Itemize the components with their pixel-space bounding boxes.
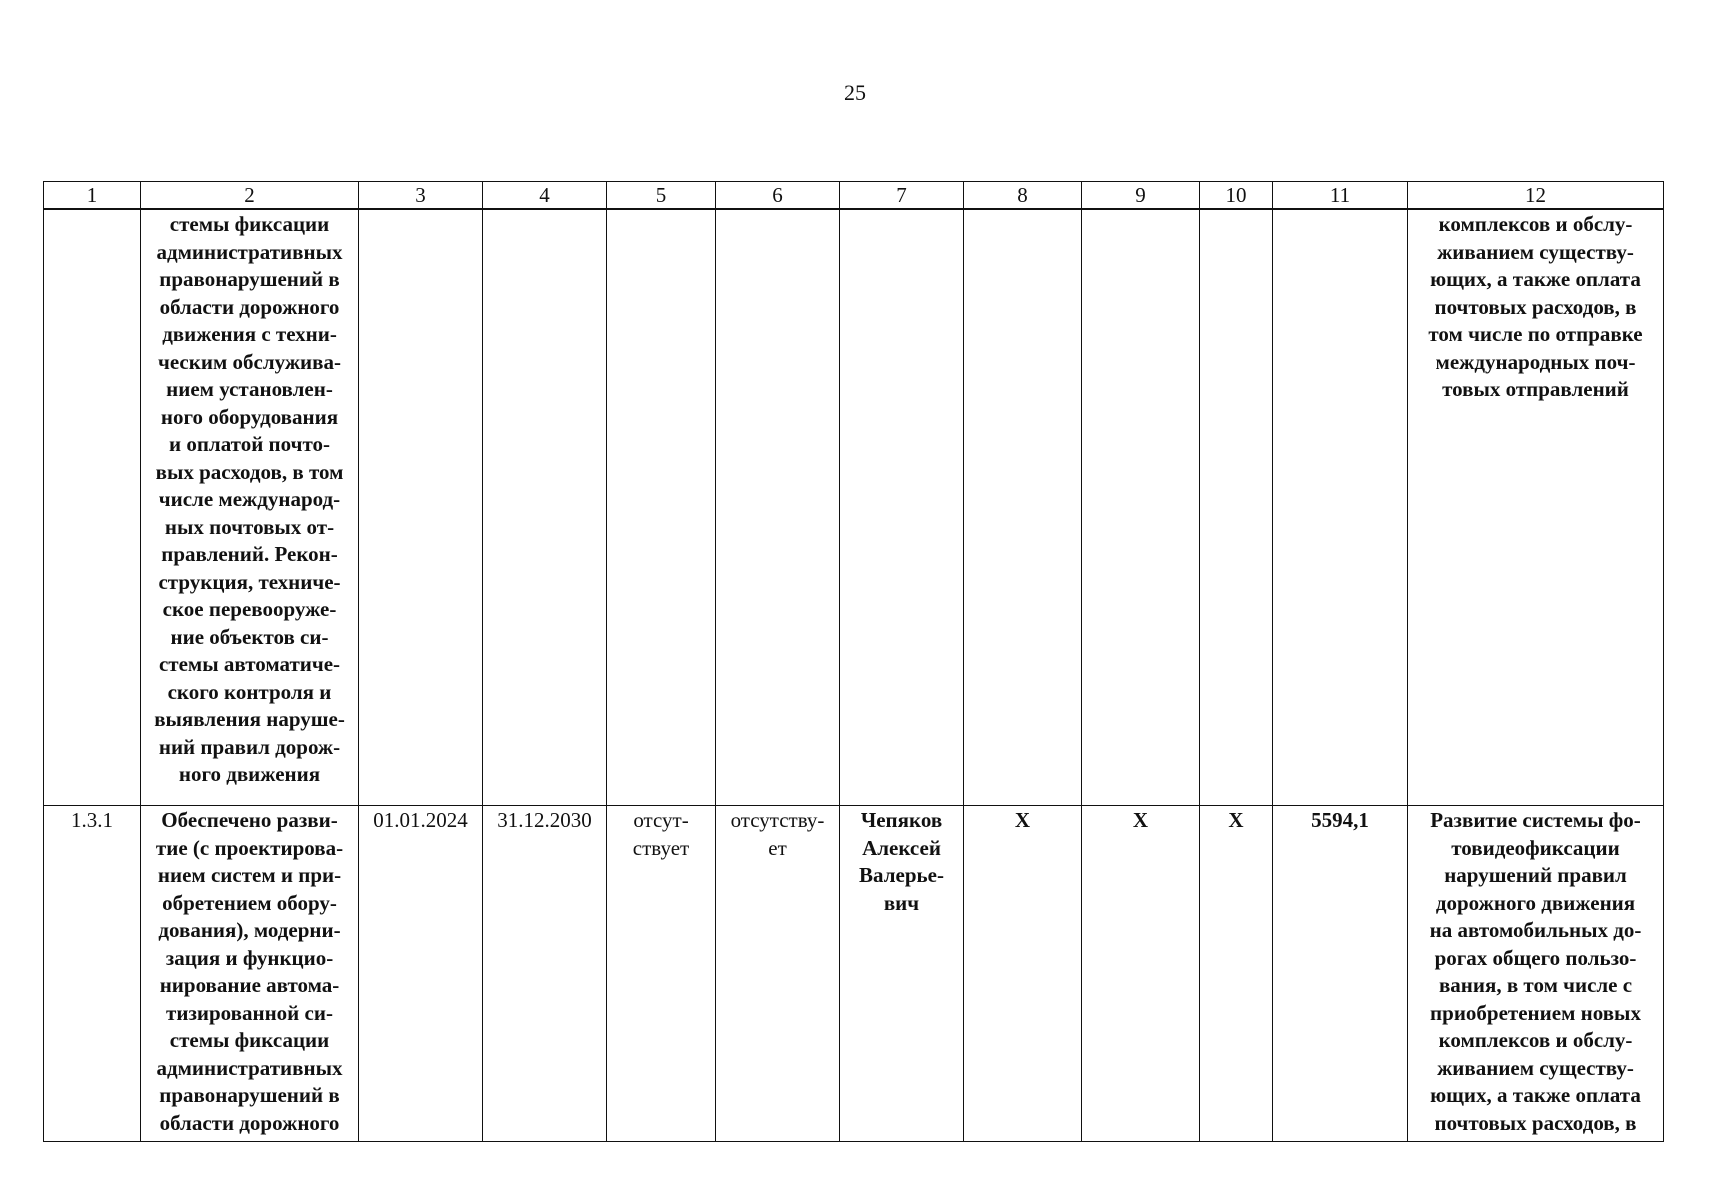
cell-col5: отсут- ствует (607, 806, 716, 1142)
program-table (43, 181, 1664, 1142)
cell-empty (1082, 209, 1200, 806)
column-number: 11 (1273, 182, 1408, 210)
cell-start-date: 01.01.2024 (359, 806, 483, 1142)
column-number: 1 (44, 182, 141, 210)
cell-empty (483, 209, 607, 806)
cell-task-description: Обеспечено разви- тие (с проектирова- нием систем и при- обретением обору- дования), модерни- зация и функцио- нирование автома- тизированной си- стемы фиксации административных правонарушений в области дорожного (141, 806, 359, 1142)
cell-empty (1273, 209, 1408, 806)
cell-empty (1200, 209, 1273, 806)
column-number: 8 (964, 182, 1082, 210)
table-row (44, 806, 1664, 1142)
column-number: 5 (607, 182, 716, 210)
cell-empty (716, 209, 840, 806)
cell-amount: 5594,1 (1273, 806, 1408, 1142)
page-number: 25 (844, 80, 866, 105)
cell-responsible-person: Чепяков Алексей Валерье- вич (840, 806, 964, 1142)
column-number: 2 (141, 182, 359, 210)
column-number: 4 (483, 182, 607, 210)
cell-empty (607, 209, 716, 806)
column-number: 6 (716, 182, 840, 210)
cell-col8: Х (964, 806, 1082, 1142)
column-number: 10 (1200, 182, 1273, 210)
column-number: 9 (1082, 182, 1200, 210)
cell-result-description: Развитие системы фо- товидеофиксации нарушений правил дорожного движения на автомобильных до- рогах общего пользо- вания, в том числе с приобретением новых комплексов и обслу- живанием существу- ющих, а также оплата почтовых расходов, в (1408, 806, 1664, 1142)
column-number: 7 (840, 182, 964, 210)
cell-empty (964, 209, 1082, 806)
cell-end-date: 31.12.2030 (483, 806, 607, 1142)
cell-number: 1.3.1 (44, 806, 141, 1142)
cell-col9: Х (1082, 806, 1200, 1142)
cell-empty (359, 209, 483, 806)
cell-col10: Х (1200, 806, 1273, 1142)
column-number-row (44, 182, 1664, 210)
cell-task-description: стемы фиксации административных правонарушений в области дорожного движения с техни- ческим обслужива- нием установлен- ного оборудования и оплатой почто- вых расходов, в том числе международ- ных почтовых от- правлений. Рекон- струкция, техниче- ское перевооруже- ние объектов си- стемы автоматиче- ского контроля и выявления наруше- ний правил дорож- ного движения (141, 209, 359, 806)
cell-number (44, 209, 141, 806)
cell-col6: отсутству- ет (716, 806, 840, 1142)
table-row-continued (44, 209, 1664, 806)
column-number: 12 (1408, 182, 1664, 210)
cell-empty (840, 209, 964, 806)
column-number: 3 (359, 182, 483, 210)
cell-result-description: комплексов и обслу- живанием существу- ющих, а также оплата почтовых расходов, в том числе по отправке международных поч- товых отправлений (1408, 209, 1664, 806)
